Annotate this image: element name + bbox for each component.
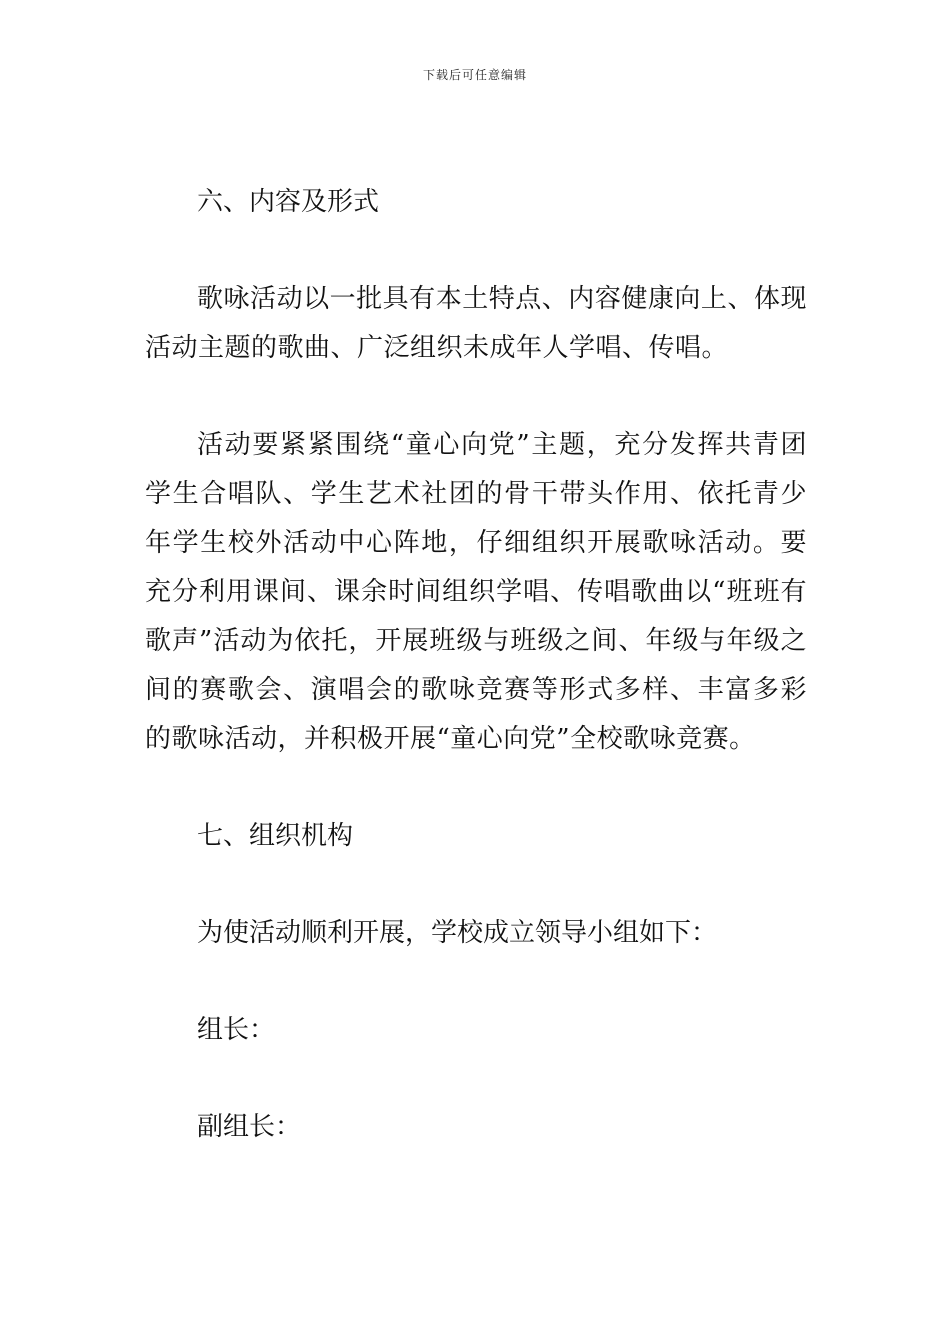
section-six-heading: 六、内容及形式 (197, 187, 380, 217)
page-header-note: 下载后可任意编辑 (422, 68, 527, 82)
section-six-paragraph-1: 歌咏活动以一批具有本土特点、内容健康向上、体现活动主题的歌曲、广泛组织未成年人学唱、传唱。 (145, 284, 807, 363)
section-seven-intro: 为使活动顺利开展，学校成立领导小组如下： (197, 918, 718, 948)
leader-label: 组长： (197, 1015, 276, 1045)
section-seven-heading: 七、组织机构 (197, 821, 354, 851)
document-body (145, 178, 807, 1152)
deputy-leader-label: 副组长： (197, 1112, 302, 1142)
section-six-paragraph-2: 活动要紧紧围绕“童心向党”主题，充分发挥共青团学生合唱队、学生艺术社团的骨干带头作用、依托青少年学生校外活动中心阵地，仔细组织开展歌咏活动。要充分利用课间、课余时间组织学唱、传唱歌曲以“班班有歌声”活动为依托，开展班级与班级之间、年级与年级之间的赛歌会、演唱会的歌咏竞赛等形式多样、丰富多彩的歌咏活动，并积极开展“童心向党”全校歌咏竞赛。 (145, 430, 807, 754)
